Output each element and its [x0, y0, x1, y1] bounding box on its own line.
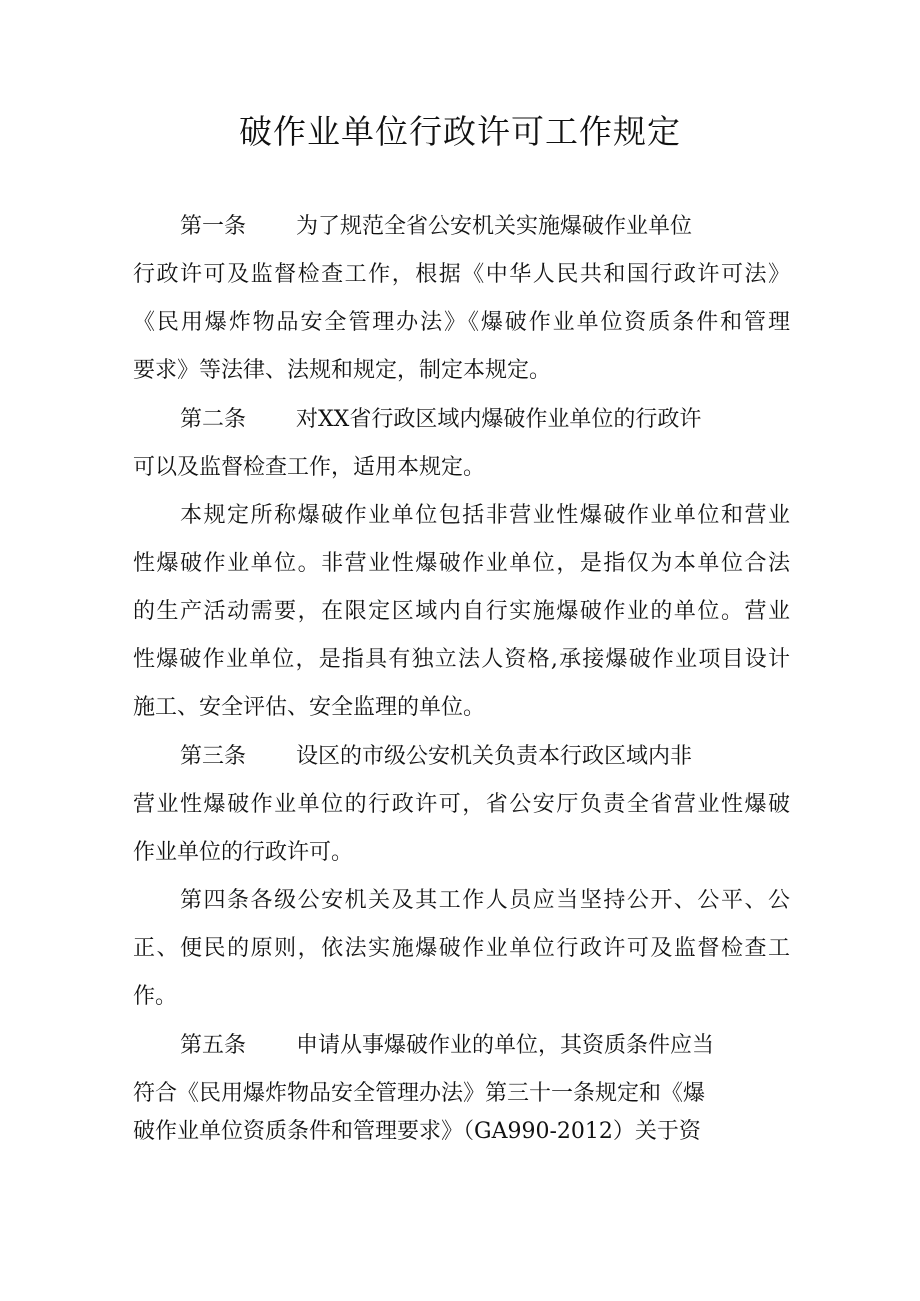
article-3-heading-line [180, 737, 692, 777]
article-number: 第三条 [180, 744, 247, 769]
article-1-heading-line [180, 207, 692, 247]
article-text: 设区的市级公安机关负责本行政区域内非 [296, 744, 693, 769]
article-number: 第五条 [180, 1033, 247, 1058]
paragraph-first-line: 本规定所称爆破作业单位包括非营业性爆破作业单位和营业 [180, 503, 790, 528]
body-line: 正、便民的原则，依法实施爆破作业单位行政许可及监督检查工 [133, 936, 790, 961]
article-text: 为了规范全省公安机关实施爆破作业单位 [296, 214, 693, 239]
article-4-first-line: 第四条各级公安机关及其工作人员应当坚持公开、公平、公 [180, 888, 790, 913]
body-line: 施工、安全评估、安全监理的单位。 [133, 695, 486, 720]
body-line: 破作业单位资质条件和管理要求》（GA990-2012）关于资 [133, 1119, 701, 1144]
body-line: 可以及监督检查工作，适用本规定。 [133, 455, 486, 480]
article-2-heading-line [180, 400, 701, 440]
article-text: 申请从事爆破作业的单位，其资质条件应当 [296, 1033, 715, 1058]
body-line: 性爆破作业单位。非营业性爆破作业单位，是指仅为本单位合法 [133, 551, 790, 576]
body-line: 作业单位的行政许可。 [133, 840, 354, 865]
body-line: 作。 [133, 984, 178, 1009]
article-number: 第二条 [180, 407, 247, 432]
body-line: 行政许可及监督检查工作，根据《中华人民共和国行政许可法》 [133, 262, 790, 287]
document-title: 破作业单位行政许可工作规定 [239, 112, 681, 151]
body-line: 的生产活动需要，在限定区域内自行实施爆破作业的单位。营业 [133, 599, 790, 624]
body-line: 营业性爆破作业单位的行政许可，省公安厅负责全省营业性爆破 [133, 792, 790, 817]
body-line: 符合《民用爆炸物品安全管理办法》第三十一条规定和《爆 [133, 1081, 706, 1106]
article-5-heading-line [180, 1026, 714, 1066]
article-number: 第一条 [180, 214, 247, 239]
body-line: 《民用爆炸物品安全管理办法》《爆破作业单位资质条件和管理 [133, 310, 790, 335]
body-line: 性爆破作业单位，是指具有独立法人资格,承接爆破作业项目设计 [133, 647, 790, 672]
article-text: 对XX省行政区域内爆破作业单位的行政许 [296, 407, 702, 432]
body-line: 要求》等法律、法规和规定，制定本规定。 [133, 358, 552, 383]
